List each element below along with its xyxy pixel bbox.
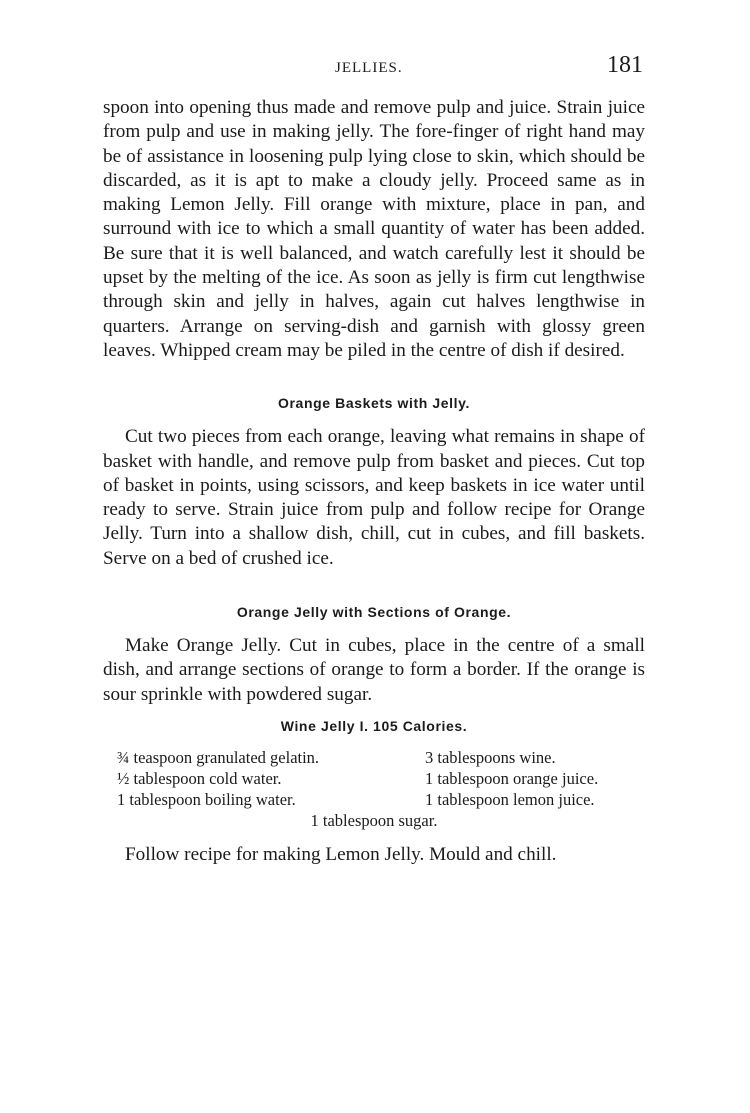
ingredient-gelatin: ¾ teaspoon granulated gelatin.	[117, 747, 320, 767]
text-column	[103, 96, 645, 867]
ingredient-cold-water: ½ tablespoon cold water.	[117, 768, 282, 788]
running-title: JELLIES.	[335, 60, 403, 76]
page-number: 181	[607, 52, 643, 78]
ingredient-wine: 3 tablespoons wine.	[425, 747, 556, 767]
ingredient-sugar: 1 tablespoon sugar.	[310, 810, 438, 830]
orange-baskets-paragraph: Cut two pieces from each orange, leaving what remains in shape of basket with handle, and remove pulp from basket and pieces. Cut top of basket in points, using scissors, and keep baskets in ice water until ready to serve. Strain juice from pulp and follow recipe for Orange Jelly. Turn into a shallow dish, chill, cut in cubes, and fill baskets. Serve on a bed of crushed ice.	[103, 426, 645, 569]
ingredient-list	[103, 747, 645, 833]
heading-wine-jelly: Wine Jelly I. 105 Calories.	[280, 717, 468, 734]
running-head	[0, 52, 750, 84]
ingredient-row	[103, 810, 645, 831]
ingredient-row	[103, 789, 645, 810]
wine-jelly-paragraph: Follow recipe for making Lemon Jelly. Mould and chill.	[125, 843, 557, 865]
continuation-paragraph: spoon into opening thus made and remove pulp and juice. Strain juice from pulp and use in making jelly. The fore-finger of right hand may be of assistance in loosening pulp lying close to skin, which should be discarded, as it is apt to make a cloudy jelly. Proceed same as in making Lemon Jelly. Fill orange with mixture, place in pan, and surround with ice to which a small quantity of water has been added. Be sure that it is well balanced, and watch carefully lest it should be upset by the melting of the ice. As soon as jelly is firm cut lengthwise through skin and jelly in halves, again cut halves lengthwise in quarters. Arrange on serving-dish and garnish with glossy green leaves. Whipped cream may be piled in the centre of dish if desired.	[103, 97, 645, 361]
ingredient-row	[103, 747, 645, 768]
orange-sections-paragraph: Make Orange Jelly. Cut in cubes, place in the centre of a small dish, and arrange sections of orange to form a border. If the orange is sour sprinkle with powdered sugar.	[103, 635, 645, 705]
ingredient-row	[103, 768, 645, 789]
ingredient-boiling-water: 1 tablespoon boiling water.	[117, 789, 296, 809]
ingredient-lemon-juice: 1 tablespoon lemon juice.	[425, 789, 595, 809]
ingredient-orange-juice: 1 tablespoon orange juice.	[425, 768, 599, 788]
heading-orange-sections: Orange Jelly with Sections of Orange.	[236, 604, 512, 621]
heading-orange-baskets: Orange Baskets with Jelly.	[278, 395, 470, 412]
